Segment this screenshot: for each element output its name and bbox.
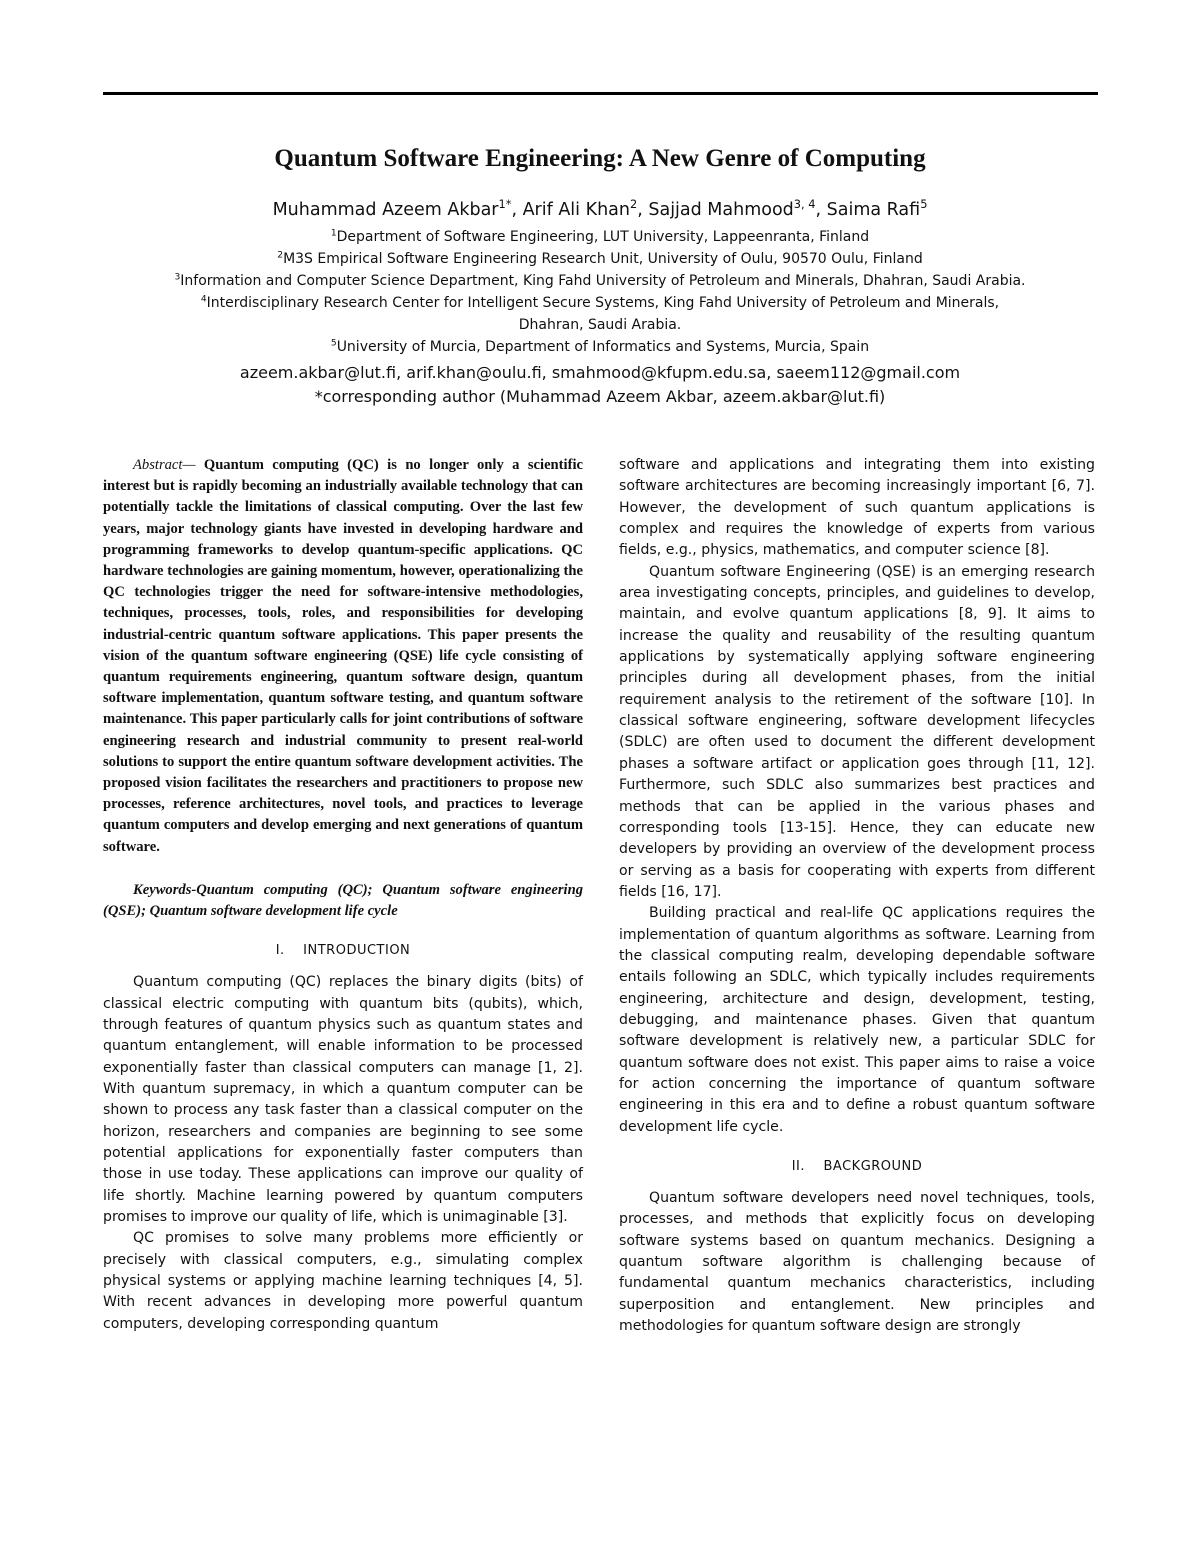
paragraph: QC promises to solve many problems more efficiently or precisely with classical computers, e.g., simulating complex physical systems or applying machine learning techniques [4, 5]. With recent advances in developing more powerful quantum computers, developing corresponding quantum xyxy=(103,1230,583,1332)
author-sup: 5 xyxy=(920,197,928,212)
paper-title: Quantum Software Engineering: A New Genre of Computing xyxy=(274,145,926,172)
section-heading-background: II. BACKGROUND xyxy=(791,1159,923,1174)
author-name: Muhammad Azeem Akbar xyxy=(272,200,499,220)
author-name: Saima Rafi xyxy=(826,200,921,220)
paragraph: software and applications and integrating them into existing software architectures are becoming increasingly important [6, 7]. However, the development of such quantum applications is complex and requires the knowledge of experts from various fields, e.g., physics, mathematics, and computer science [8]. xyxy=(619,457,1095,559)
author-sup: 3, 4 xyxy=(793,197,816,212)
affiliation-continuation: Dhahran, Saudi Arabia. xyxy=(518,317,682,333)
author-sup: 2 xyxy=(629,197,638,212)
author-list: Muhammad Azeem Akbar$^{1*}$, Arif Ali Khan$^2$, Sajjad Mahmood$^{3, 4}$, Saima Rafi$^5$ xyxy=(272,197,928,220)
author-name: Sajjad Mahmood xyxy=(648,200,794,220)
affiliation: $^2$M3S Empirical Software Engineering Research Unit, University of Oulu, 90570 Oulu, Finland xyxy=(277,250,923,267)
paragraph: Quantum software Engineering (QSE) is an emerging research area investigating concepts, principles, and guidelines to develop, maintain, and evolve quantum applications [8, 9]. It aims to increase the quality and reusability of the resulting quantum applications by systematically applying software engineering principles during all development phases, from the initial requirement analysis to the retirement of the software [10]. In classical software engineering, software development lifecycles (SDLC) are often used to document the different development phases a software artifact or application goes through [11, 12]. Furthermore, such SDLC also summarizes best practices and methods that can be applied in the various phases and corresponding tools [13-15]. Hence, they can educate new developers by providing an overview of the development process or serving as a basis for cooperating with experts from different fields [16, 17]. xyxy=(619,563,1095,900)
affiliation: $^3$Information and Computer Science Department, King Fahd University of Petroleum and Minerals, Dhahran, Saudi Arabia. xyxy=(174,272,1026,289)
abstract-label: Abstract— xyxy=(133,457,196,473)
abstract-text: Quantum computing (QC) is no longer only a scientific interest but is rapidly becoming an industrially available technology that can potentially tackle the limitations of classical computing. Over the last few years, major technology giants have invested in developing hardware and programming frameworks to develop quantum-specific applications. QC hardware technologies are gaining momentum, however, operationalizing the QC technologies trigger the need for software-intensive methodologies, techniques, processes, tools, roles, and responsibilities for developing industrial-centric quantum software applications. This paper presents the vision of the quantum software engineering (QSE) life cycle consisting of quantum requirements engineering, quantum software design, quantum software implementation, quantum software testing, and quantum software maintenance. This paper particularly calls for joint contributions of software engineering research and industrial community to present real-world solutions to support the entire quantum software development activities. The proposed vision facilitates the researchers and practitioners to propose new processes, reference architectures, novel tools, and practices to leverage quantum computers and develop emerging and next generations of quantum software. xyxy=(103,457,583,855)
corresponding-author: *corresponding author (Muhammad Azeem Akbar, azeem.akbar@lut.fi) xyxy=(314,387,886,406)
contact-block xyxy=(80,361,1120,409)
top-rule xyxy=(103,92,1098,95)
right-column xyxy=(619,455,1095,1337)
paragraph: Building practical and real-life QC applications requires the implementation of quantum algorithms as software. Learning from the classical computing realm, developing dependable software entails following an SDLC, which typically includes requirements engineering, architecture and design, development, testing, debugging, and maintenance phases. Given that quantum software development is relatively new, a particular SDLC for quantum software does not exist. This paper aims to raise a voice for action concerning the importance of quantum software engineering in this era and to define a robust quantum software development life cycle. xyxy=(619,905,1095,1135)
section-heading-introduction: I. INTRODUCTION xyxy=(275,943,411,959)
affiliation-list xyxy=(60,226,1140,358)
affiliation: $^4$Interdisciplinary Research Center for Intelligent Secure Systems, King Fahd University of Petroleum and Minerals, xyxy=(200,294,1000,311)
affiliation: $^1$Department of Software Engineering, LUT University, Lappeenranta, Finland xyxy=(330,228,870,245)
left-column xyxy=(103,455,583,1335)
affiliation: $^5$University of Murcia, Department of Informatics and Systems, Murcia, Spain xyxy=(330,338,870,355)
paragraph: Quantum software developers need novel techniques, tools, processes, and methods that explicitly focus on developing software systems based on quantum mechanics. Designing a quantum software algorithm is challenging because of fundamental quantum mechanics characteristics, including superposition and entanglement. New principles and methodologies for quantum software design are strongly xyxy=(619,1190,1095,1335)
keywords: Keywords-Quantum computing (QC); Quantum software engineering (QSE); Quantum software development life cycle xyxy=(103,881,583,920)
email-list: azeem.akbar@lut.fi, arif.khan@oulu.fi, smahmood@kfupm.edu.sa, saeem112@gmail.com xyxy=(239,363,961,382)
paragraph: Quantum computing (QC) replaces the binary digits (bits) of classical electric computing with quantum bits (qubits), which, through features of quantum physics such as quantum states and quantum entanglement, will enable information to be processed exponentially faster than classical computers can manage [1, 2]. With quantum supremacy, in which a quantum computer can be shown to process any task faster than a classical computer on the horizon, researchers and companies are beginning to see some potential applications for exponentially faster computers than those in use today. These applications can improve our quality of life shortly. Machine learning powered by quantum computers promises to improve our quality of life, which is unimaginable [3]. xyxy=(103,974,583,1226)
author-name: Arif Ali Khan xyxy=(522,200,630,220)
author-sup: 1* xyxy=(498,197,512,212)
abstract xyxy=(103,455,583,858)
